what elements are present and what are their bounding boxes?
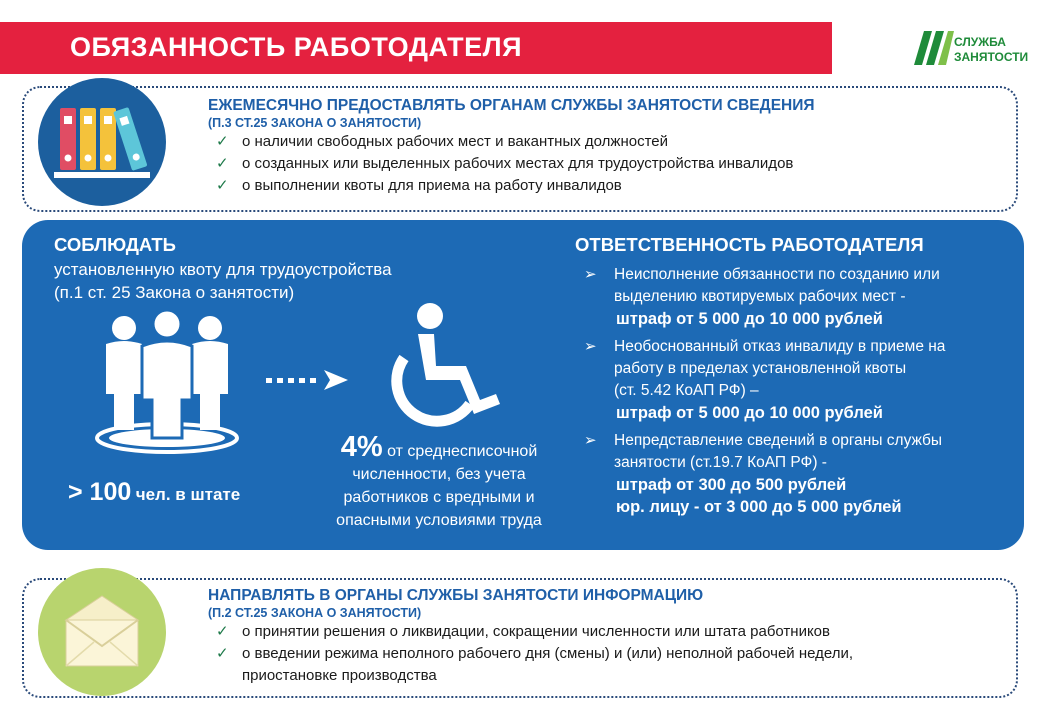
bottom-panel-list [208, 621, 853, 687]
arrowhead-icon: ➢ [584, 266, 597, 283]
responsibility-line: выделению квотируемых рабочих мест - [614, 288, 906, 305]
top-panel-subheading: (П.3 СТ.25 ЗАКОНА О ЗАНЯТОСТИ) [208, 116, 422, 130]
fine-amount: штраф от 5 000 до 10 000 рублей [616, 310, 883, 328]
fine-amount: штраф от 5 000 до 10 000 рублей [616, 404, 883, 422]
staff-count-value: > 100 [68, 478, 132, 506]
list-item-text-cont: приостановке производства [242, 667, 437, 684]
list-item [582, 336, 1022, 424]
list-item-text: о введении режима неполного рабочего дня (смены) и (или) неполной рабочей недели, [242, 645, 854, 662]
fine-amount-legal-entity: юр. лицу - от 3 000 до 5 000 рублей [616, 498, 902, 516]
page-title: ОБЯЗАННОСТЬ РАБОТОДАТЕЛЯ [0, 22, 832, 74]
top-panel-list [208, 131, 815, 197]
top-panel-text [208, 96, 815, 197]
top-panel-heading: ЕЖЕМЕСЯЧНО ПРЕДОСТАВЛЯТЬ ОРГАНАМ СЛУЖБЫ ЗАНЯТОСТИ СВЕДЕНИЯ [208, 97, 815, 114]
quota-percent-text-1: от среднесписочной [387, 443, 538, 460]
list-item [208, 175, 815, 197]
quota-text-line-2: (п.1 ст. 25 Закона о занятости) [54, 283, 295, 302]
employment-service-logo [910, 25, 1030, 73]
check-icon: ✓ [216, 177, 229, 194]
staff-count-suffix: чел. в штате [135, 485, 241, 504]
responsibility-heading: ОТВЕТСТВЕННОСТЬ РАБОТОДАТЕЛЯ [575, 234, 924, 255]
list-item [208, 643, 853, 687]
quota-percent-text-3: работников с вредными и [343, 489, 535, 506]
wheelchair-icon [374, 300, 504, 430]
list-item-text: о выполнении квоты для приема на работу инвалидов [242, 177, 622, 194]
list-item [582, 430, 1022, 518]
responsibility-list [582, 264, 1022, 524]
list-item-text: о принятии решения о ликвидации, сокращении численности или штата работников [242, 623, 830, 640]
law-reference: (ст. 5.42 КоАП РФ) – [614, 382, 759, 399]
binders-icon [38, 78, 166, 206]
responsibility-line: Необоснованный отказ инвалиду в приеме на [614, 338, 946, 355]
logo-text [954, 35, 1028, 65]
bottom-panel-text [208, 586, 853, 687]
envelope-icon [38, 568, 166, 696]
fine-amount: штраф от 300 до 500 рублей [616, 476, 847, 494]
logo-line-1: СЛУЖБА [954, 35, 1006, 49]
responsibility-line: работу в пределах установленной квоты [614, 360, 907, 377]
list-item [208, 621, 853, 643]
arrowhead-icon: ➢ [584, 338, 597, 355]
dotted-arrow-icon [266, 368, 352, 392]
bottom-panel-heading: НАПРАВЛЯТЬ В ОРГАНЫ СЛУЖБЫ ЗАНЯТОСТИ ИНФОРМАЦИЮ [208, 587, 704, 604]
check-icon: ✓ [216, 133, 229, 150]
check-icon: ✓ [216, 623, 229, 640]
staff-count [68, 478, 240, 507]
quota-percent: 4% [340, 431, 383, 463]
list-item [208, 153, 815, 175]
list-item-text: о созданных или выделенных рабочих местах для трудоустройства инвалидов [242, 155, 794, 172]
responsibility-line: Неисполнение обязанности по созданию или [614, 266, 940, 283]
people-group-icon [92, 310, 242, 460]
list-item [208, 131, 815, 153]
list-item-text: о наличии свободных рабочих мест и вакантных должностей [242, 133, 668, 150]
quota-text-line-1: установленную квоту для трудоустройства [54, 260, 392, 279]
logo-line-2: ЗАНЯТОСТИ [954, 50, 1029, 64]
check-icon: ✓ [216, 645, 229, 662]
quota-percent-block [308, 431, 570, 532]
quota-heading: СОБЛЮДАТЬ [54, 234, 176, 255]
arrowhead-icon: ➢ [584, 432, 597, 449]
check-icon: ✓ [216, 155, 229, 172]
quota-text [54, 258, 392, 304]
quota-percent-text-2: численности, без учета [352, 466, 526, 483]
list-item [582, 264, 1022, 330]
quota-block [22, 220, 1024, 550]
responsibility-line: занятости (ст.19.7 КоАП РФ) - [614, 454, 827, 471]
quota-percent-text-4: опасными условиями труда [336, 512, 542, 529]
logo-mark-icon [910, 25, 954, 69]
bottom-panel-subheading: (П.2 СТ.25 ЗАКОНА О ЗАНЯТОСТИ) [208, 606, 422, 620]
responsibility-line: Непредставление сведений в органы службы [614, 432, 943, 449]
